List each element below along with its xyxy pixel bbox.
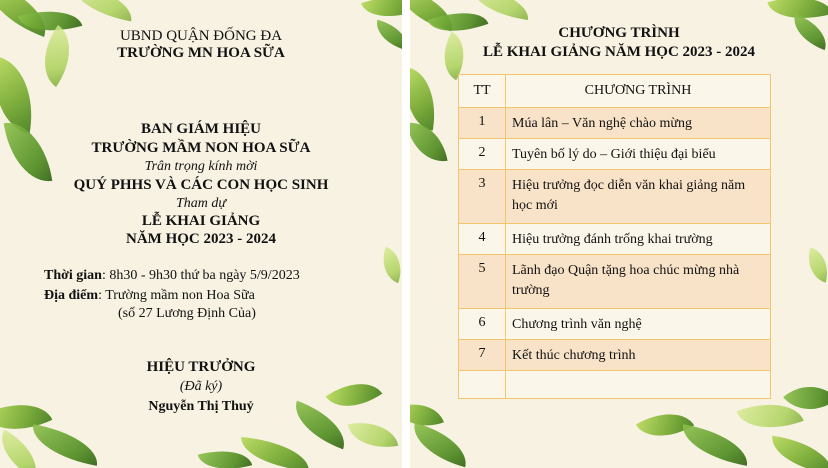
table-row bbox=[459, 139, 771, 170]
table-row bbox=[459, 170, 771, 224]
signed-note: (Đã ký) bbox=[179, 379, 223, 394]
header-tt: TT bbox=[459, 75, 506, 108]
signer-name: Nguyễn Thị Thuỷ bbox=[148, 399, 254, 414]
table-row bbox=[459, 255, 771, 309]
row-number: 2 bbox=[459, 139, 506, 170]
row-number: 6 bbox=[459, 309, 506, 340]
row-text: Kết thúc chương trình bbox=[506, 340, 771, 371]
row-text: Múa lân – Văn nghệ chào mừng bbox=[506, 108, 771, 139]
table-header-row bbox=[459, 75, 771, 108]
table-row bbox=[459, 108, 771, 139]
time-label: Thời gian bbox=[44, 268, 102, 283]
board-line-1: BAN GIÁM HIỆU bbox=[140, 121, 261, 137]
row-text: Hiệu trưởng đọc diễn văn khai giảng năm học mới bbox=[506, 170, 771, 224]
event-line-1: LỄ KHAI GIẢNG bbox=[141, 213, 261, 229]
table-row bbox=[459, 224, 771, 255]
table-row bbox=[459, 340, 771, 371]
row-text: Tuyên bố lý do – Giới thiệu đại biểu bbox=[506, 139, 771, 170]
guests-text: QUÝ PHHS VÀ CÁC CON HỌC SINH bbox=[73, 177, 329, 193]
table-row bbox=[459, 309, 771, 340]
row-number: 1 bbox=[459, 108, 506, 139]
signer-title: HIỆU TRƯỞNG bbox=[146, 359, 256, 375]
org-line-1: UBND QUẬN ĐỐNG ĐA bbox=[119, 28, 283, 44]
row-number: 4 bbox=[459, 224, 506, 255]
row-number bbox=[459, 371, 506, 399]
board-line-2: TRƯỜNG MẦM NON HOA SỮA bbox=[91, 140, 311, 156]
row-text bbox=[506, 371, 771, 399]
row-text: Lãnh đạo Quận tặng hoa chúc mừng nhà trường bbox=[506, 255, 771, 309]
time-value: : 8h30 - 9h30 thứ ba ngày 5/9/2023 bbox=[101, 268, 300, 283]
place-row bbox=[44, 288, 255, 304]
row-text: Chương trình văn nghệ bbox=[506, 309, 771, 340]
place-label: Địa điểm bbox=[44, 288, 99, 303]
place-detail: (số 27 Lương Định Của) bbox=[118, 306, 256, 321]
event-line-2: NĂM HỌC 2023 - 2024 bbox=[126, 231, 276, 247]
invite-text: Trân trọng kính mời bbox=[144, 159, 258, 174]
row-number: 5 bbox=[459, 255, 506, 309]
row-number: 7 bbox=[459, 340, 506, 371]
org-line-2: TRƯỜNG MN HOA SỮA bbox=[117, 45, 285, 61]
row-text: Hiệu trưởng đánh trống khai trường bbox=[506, 224, 771, 255]
table-row bbox=[459, 371, 771, 399]
place-value: : Trường mầm non Hoa Sữa bbox=[98, 288, 255, 303]
time-row bbox=[44, 268, 300, 284]
program-title-2: LỄ KHAI GIẢNG NĂM HỌC 2023 - 2024 bbox=[482, 44, 756, 60]
program-card bbox=[410, 0, 828, 468]
header-program: CHƯƠNG TRÌNH bbox=[506, 75, 771, 108]
program-title-1: CHƯƠNG TRÌNH bbox=[558, 25, 680, 41]
row-number: 3 bbox=[459, 170, 506, 224]
program-table bbox=[458, 74, 771, 399]
attend-text: Tham dự bbox=[175, 196, 227, 211]
invitation-card bbox=[0, 0, 402, 468]
